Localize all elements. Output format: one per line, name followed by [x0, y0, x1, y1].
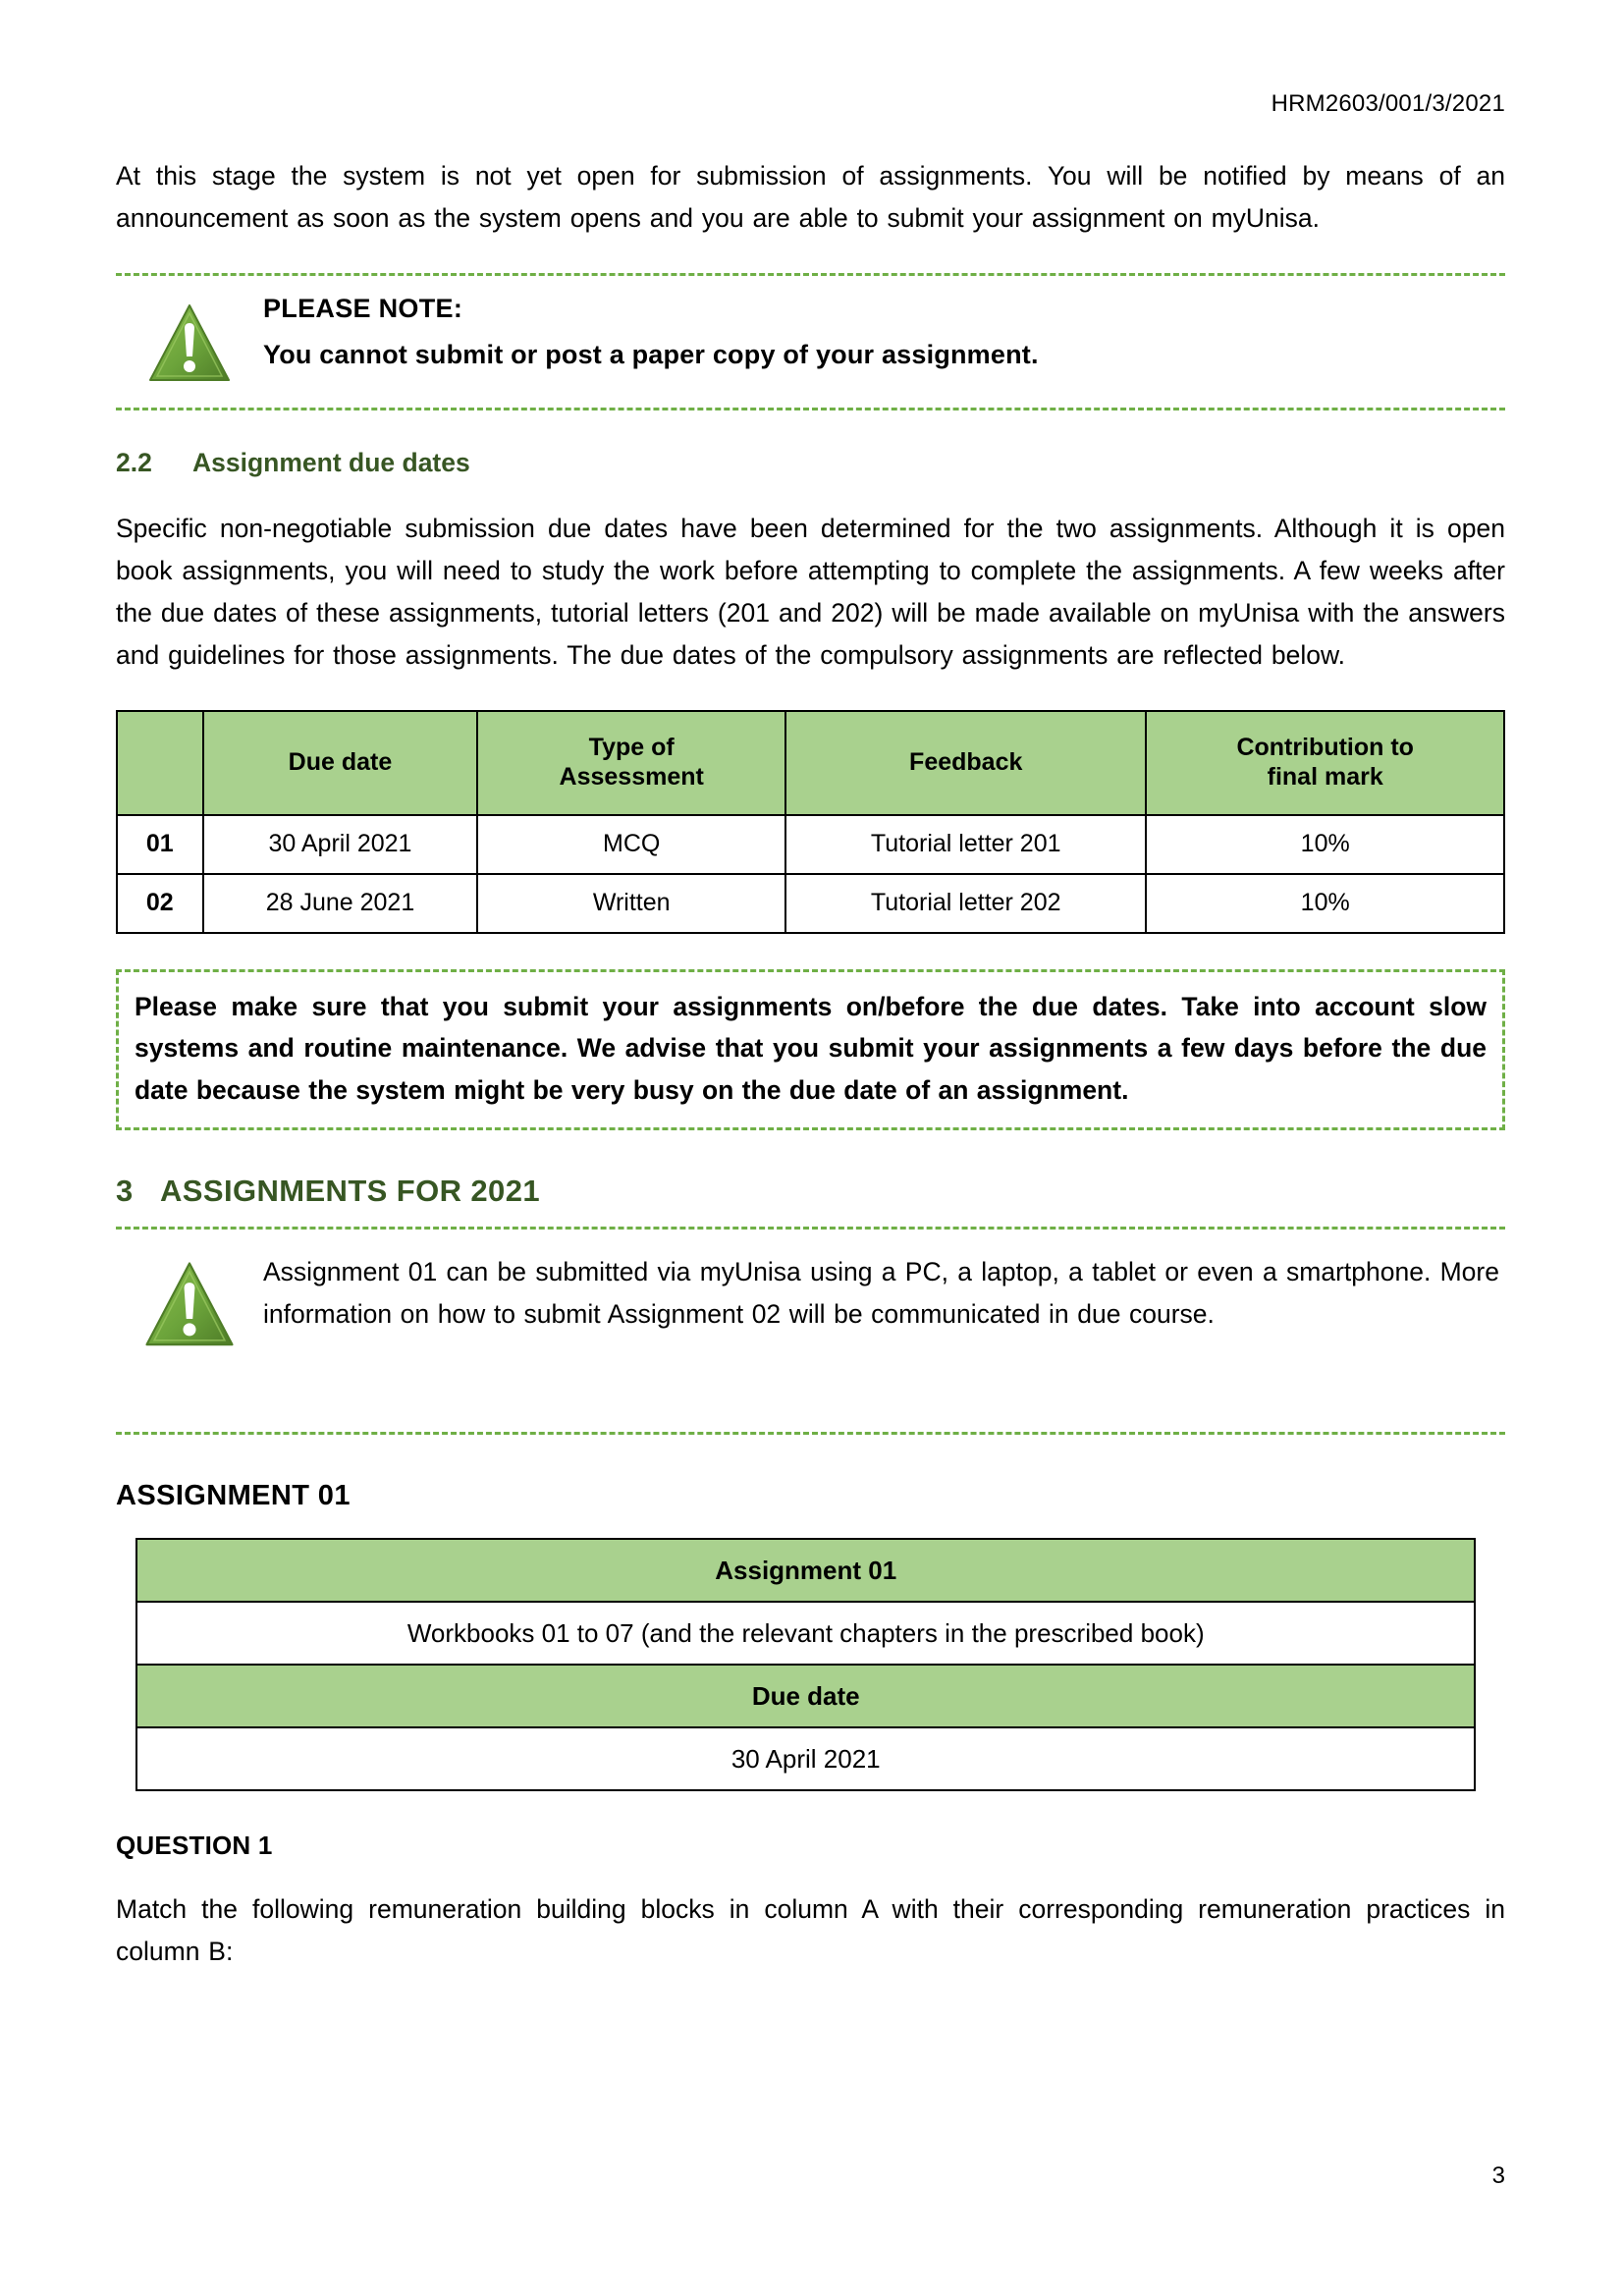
submission-info-text: [263, 1251, 1505, 1336]
submission-info-box: [116, 1227, 1505, 1435]
row-type: MCQ: [477, 815, 785, 874]
section-2-2-heading: [116, 448, 1505, 478]
due-dates-header-type: [477, 711, 785, 815]
header-line: Due date: [288, 747, 393, 776]
section-2-2-title: Assignment due dates: [192, 447, 470, 477]
row-type: Written: [477, 874, 785, 933]
section-2-2-number: 2.2: [116, 447, 152, 477]
row-feedback: Tutorial letter 202: [785, 874, 1146, 933]
assignment-due-date-value-cell: 30 April 2021: [136, 1727, 1475, 1790]
section-3-heading: [116, 1174, 1505, 1209]
row-due-date: 28 June 2021: [203, 874, 478, 933]
assignment-due-date-label-cell: Due date: [136, 1665, 1475, 1727]
assignment-01-table: [135, 1538, 1476, 1791]
due-dates-header-due-date: [203, 711, 478, 815]
question-1-heading: QUESTION 1: [116, 1831, 273, 1861]
please-note-text: [263, 294, 1505, 370]
section-2-2-paragraph: Specific non-negotiable submission due dates have been determined for the two assignments. Although it is open book assignments, you will need to study the work before attempting to complete the assignments. A few weeks after the due dates of these assignments, tutorial letters (201 and 202) will be made available on myUnisa with the answers and guidelines for those assignments. The due dates of the compulsory assignments are reflected below.: [116, 513, 1505, 670]
table-row: [117, 815, 1504, 874]
row-contribution: 10%: [1146, 874, 1504, 933]
due-dates-header-contribution: [1146, 711, 1504, 815]
please-note-title: PLEASE NOTE:: [263, 293, 463, 323]
submission-warning-text: Please make sure that you submit your assignments on/before the due dates. Take into account slow systems and routine maintenance. We advise that you submit your assignments a few days before the due date because the system might be very busy on the due date of an assignment.: [135, 991, 1487, 1106]
submission-info-paragraph: Assignment 01 can be submitted via myUnisa using a PC, a laptop, a tablet or even a smartphone. More information on how to submit Assignment 02 will be communicated in due course.: [263, 1257, 1499, 1330]
assignment-title-cell: Assignment 01: [136, 1539, 1475, 1602]
warning-triangle-icon: [116, 294, 263, 390]
row-number: 01: [117, 815, 203, 874]
header-line: final mark: [1267, 762, 1383, 791]
header-line: Type of: [588, 734, 675, 762]
table-row: [136, 1539, 1475, 1602]
table-row: [136, 1602, 1475, 1665]
page-content: [116, 155, 1505, 1973]
header-line: Contribution to: [1236, 734, 1414, 762]
page-number: 3: [1491, 2162, 1505, 2189]
due-dates-header-blank: [117, 711, 203, 815]
please-note-box: [116, 273, 1505, 410]
running-header: HRM2603/001/3/2021: [1271, 90, 1505, 117]
assignment-scope-cell: Workbooks 01 to 07 (and the relevant chapters in the prescribed book): [136, 1602, 1475, 1665]
table-row: [136, 1727, 1475, 1790]
section-3-title: ASSIGNMENTS FOR 2021: [160, 1174, 540, 1209]
intro-paragraph: At this stage the system is not yet open for submission of assignments. You will be notified by means of an announcement as soon as the system opens and you are able to submit your assignment on myUnisa.: [116, 161, 1505, 233]
due-dates-header-row: [117, 711, 1504, 815]
row-feedback: Tutorial letter 201: [785, 815, 1146, 874]
table-row: [136, 1665, 1475, 1727]
assignment-01-heading: ASSIGNMENT 01: [116, 1480, 351, 1512]
question-1-paragraph: Match the following remuneration building blocks in column A with their corresponding remuneration practices in column B:: [116, 1894, 1505, 1967]
header-line: Assessment: [559, 762, 704, 791]
row-due-date: 30 April 2021: [203, 815, 478, 874]
warning-triangle-icon: [116, 1251, 263, 1355]
row-contribution: 10%: [1146, 815, 1504, 874]
submission-warning-box: [116, 969, 1505, 1131]
due-dates-header-feedback: [785, 711, 1146, 815]
header-line: Feedback: [909, 747, 1023, 776]
please-note-line: You cannot submit or post a paper copy of your assignment.: [263, 339, 1039, 369]
section-3-number: 3: [116, 1174, 134, 1209]
table-row: [117, 874, 1504, 933]
row-number: 02: [117, 874, 203, 933]
intro-paragraph-block: [116, 155, 1505, 240]
due-dates-table: [116, 710, 1505, 934]
section-2-2-paragraph-block: [116, 508, 1505, 677]
